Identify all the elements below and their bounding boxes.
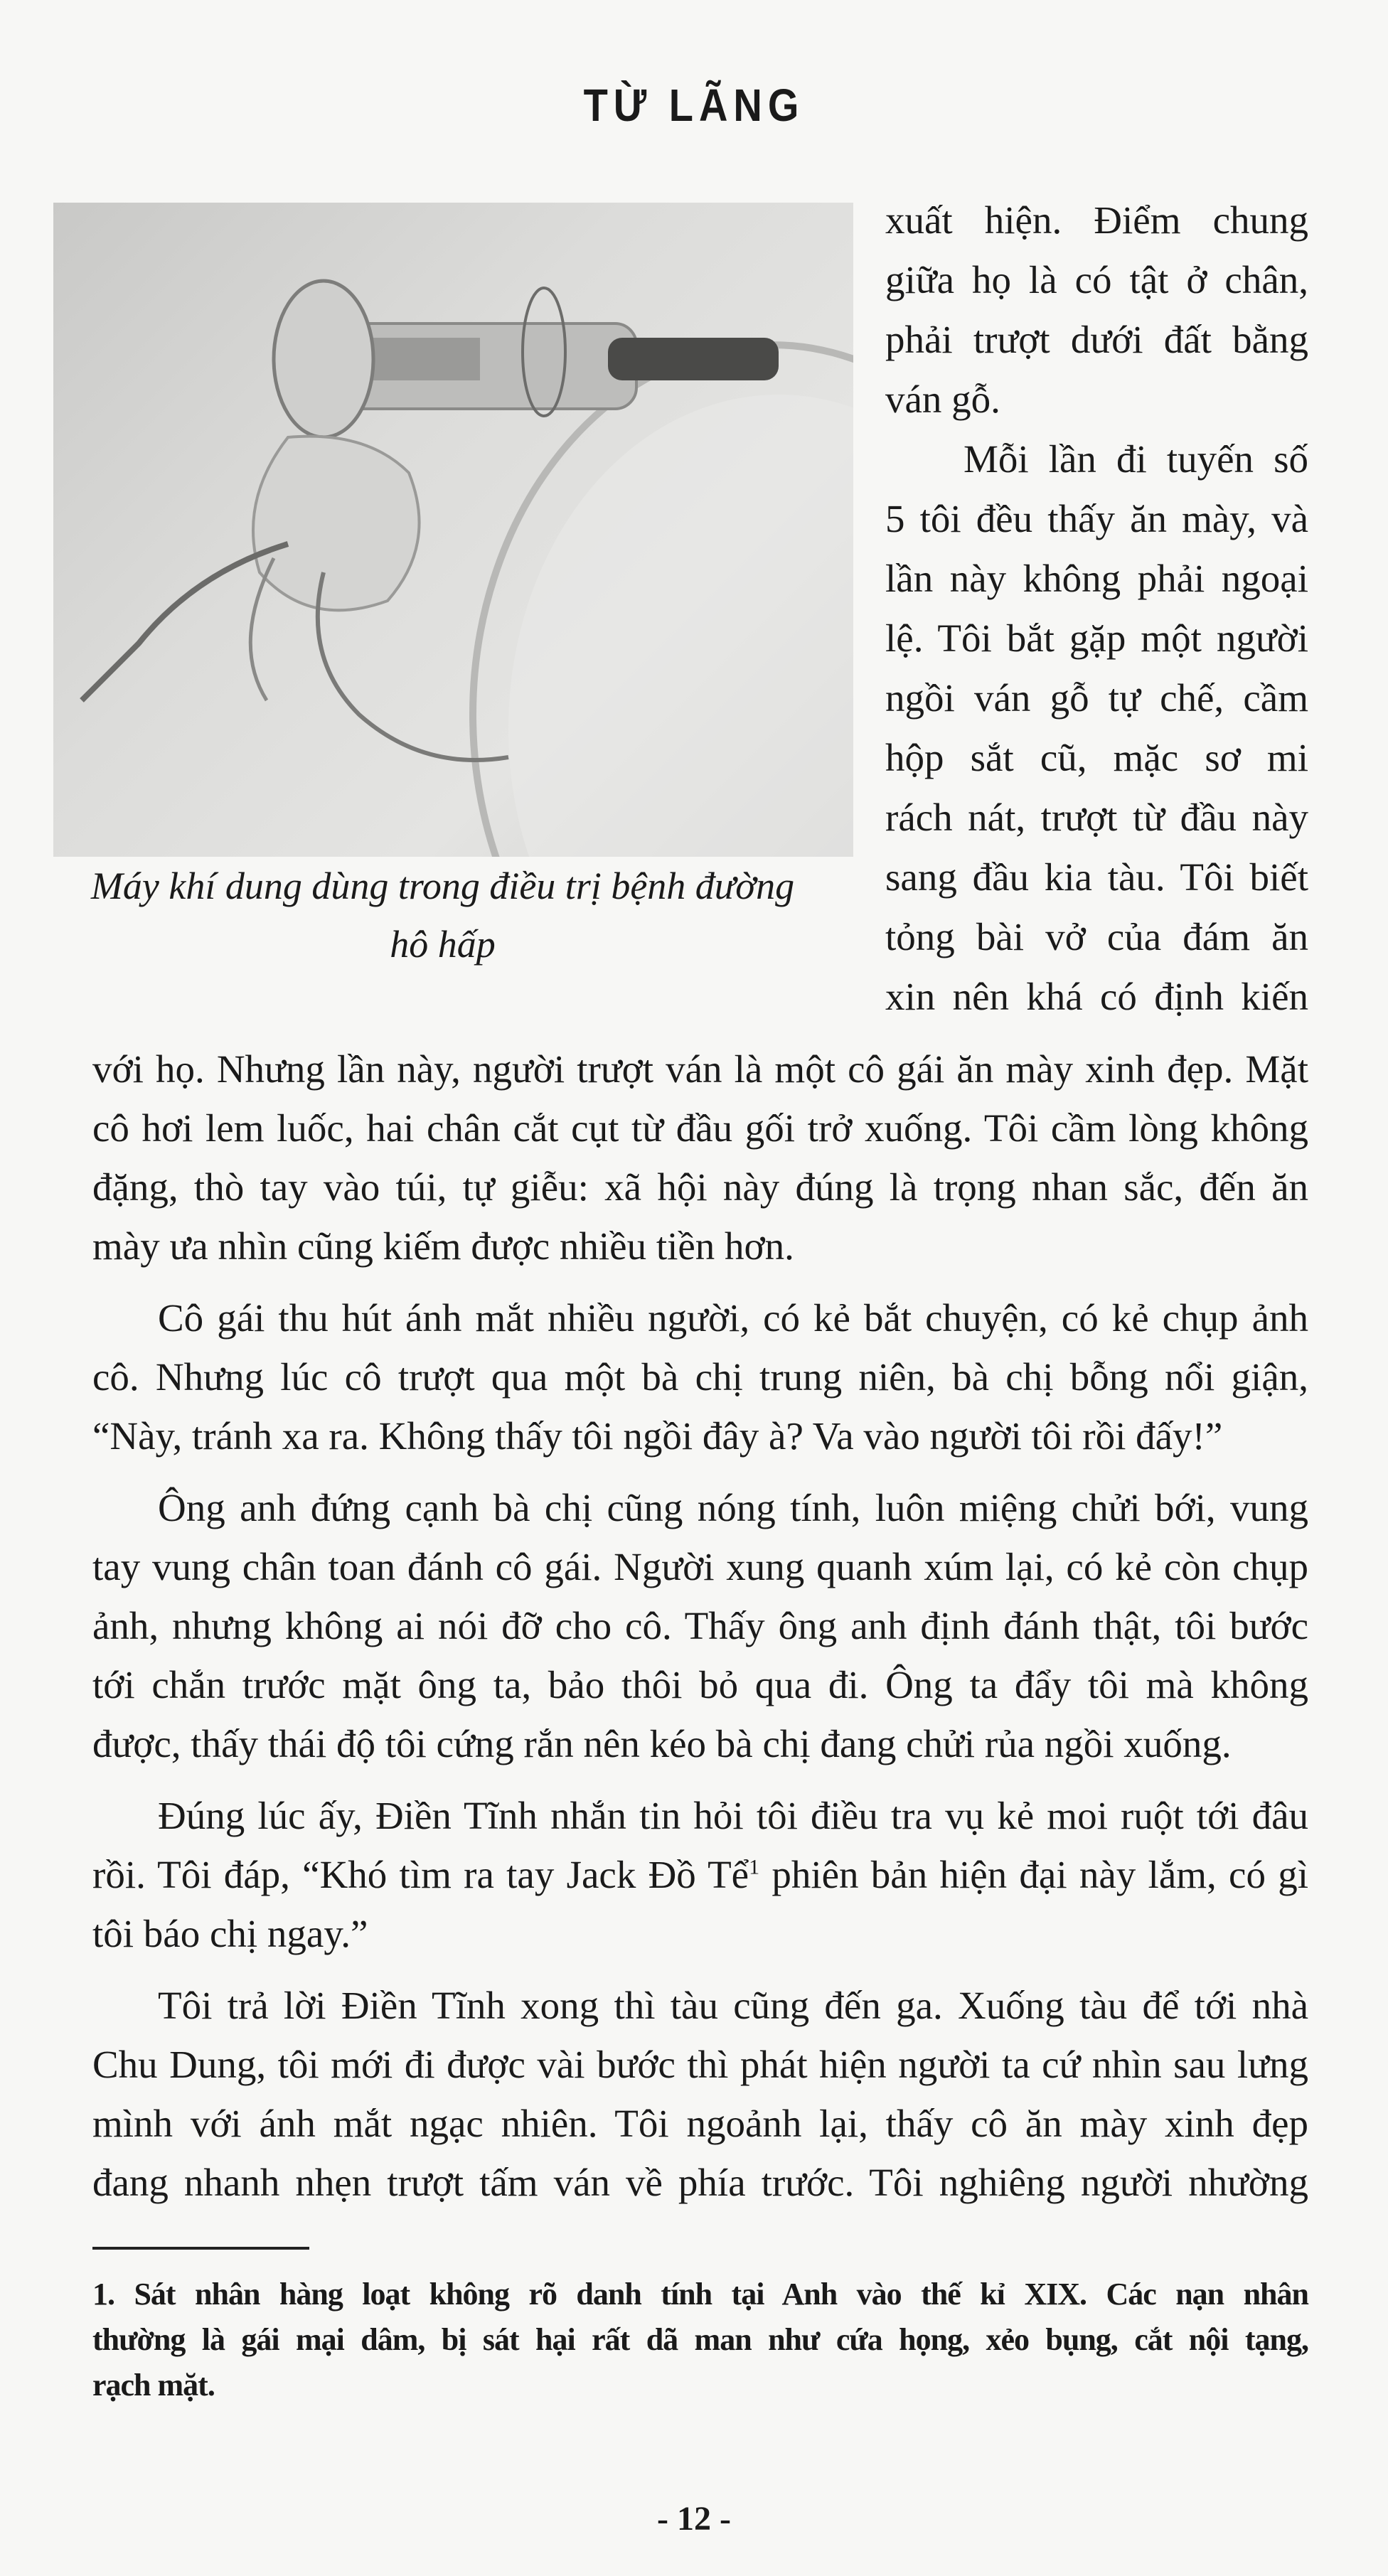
text-line: giữa họ là có tật ở chân, xyxy=(885,258,1308,301)
text-line: Cô gái thu hút ánh mắt nhiều người, có kẻ bắt chuyện, có kẻ chụp ảnh xyxy=(158,1296,1308,1340)
paragraph xyxy=(92,1976,1308,2212)
page-number: - 12 - xyxy=(657,2500,731,2538)
text-line: lệ. Tôi bắt gặp một người xyxy=(885,616,1308,660)
text-line: tỏng bài vở của đám ăn xyxy=(885,915,1308,958)
text-segment: phiên bản hiện đại này lắm, có gì xyxy=(759,1853,1308,1896)
text-line: xuất hiện. Điểm chung xyxy=(885,198,1308,242)
paragraph xyxy=(92,1786,1308,1963)
text-line: phải trượt dưới đất bằng xyxy=(885,318,1308,361)
text-line: Ông anh đứng cạnh bà chị cũng nóng tính, luôn miệng chửi bới, vung xyxy=(158,1486,1308,1529)
running-header: TỪ LÃNG xyxy=(583,79,805,131)
footnote-reference[interactable]: 1 xyxy=(749,1855,760,1879)
text-line: tay vung chân toan đánh cô gái. Người xung quanh xúm lại, có kẻ còn chụp xyxy=(92,1545,1308,1588)
paragraph xyxy=(885,191,1308,429)
text-line: xin nên khá có định kiến xyxy=(885,975,1308,1018)
text-line: mình với ánh mắt ngạc nhiên. Tôi ngoảnh lại, thấy cô ăn mày xinh đẹp xyxy=(92,2102,1308,2145)
footnote xyxy=(92,2272,1308,2408)
right-column-text xyxy=(885,191,1308,1027)
nebulizer-illustration xyxy=(53,203,853,857)
text-line: với họ. Nhưng lần này, người trượt ván là một cô gái ăn mày xinh đẹp. Mặt xyxy=(92,1047,1308,1091)
text-line: sang đầu kia tàu. Tôi biết xyxy=(885,855,1308,899)
footnote-divider xyxy=(92,2247,309,2250)
text-line: rách nát, trượt từ đầu này xyxy=(885,796,1308,839)
text-line: đang nhanh nhẹn trượt tấm ván về phía trước. Tôi nghiêng người nhường xyxy=(92,2161,1308,2204)
text-line: ngồi ván gỗ tự chế, cầm xyxy=(885,676,1308,720)
footnote-line: rạch mặt. xyxy=(92,2368,215,2403)
caption-line: Máy khí dung dùng trong điều trị bệnh đường xyxy=(90,865,795,907)
text-line: được, thấy thái độ tôi cứng rắn nên kéo bà chị đang chửi rủa ngồi xuống. xyxy=(92,1722,1232,1765)
text-line xyxy=(92,1845,1308,1904)
text-segment: rồi. Tôi đáp, “Khó tìm ra tay Jack Đồ Tể xyxy=(92,1853,749,1896)
text-line: Mỗi lần đi tuyến số xyxy=(963,437,1308,481)
text-line: Tôi trả lời Điền Tĩnh xong thì tàu cũng đến ga. Xuống tàu để tới nhà xyxy=(158,1984,1308,2027)
text-line: Chu Dung, tôi mới đi được vài bước thì phát hiện người ta cứ nhìn sau lưng xyxy=(92,2043,1308,2086)
paragraph xyxy=(92,1478,1308,1773)
text-line: mày ưa nhìn cũng kiếm được nhiều tiền hơn. xyxy=(92,1224,794,1268)
text-line: Đúng lúc ấy, Điền Tĩnh nhắn tin hỏi tôi điều tra vụ kẻ moi ruột tới đâu xyxy=(158,1794,1308,1837)
text-line: lần này không phải ngoại xyxy=(885,557,1308,600)
figure-caption xyxy=(43,857,843,973)
text-line: tới chắn trước mặt ông ta, bảo thôi bỏ qua đi. Ông ta đẩy tôi mà không xyxy=(92,1663,1308,1706)
text-line: ảnh, nhưng không ai nói đỡ cho cô. Thấy ông anh định đánh thật, tôi bước xyxy=(92,1604,1308,1647)
text-line: 5 tôi đều thấy ăn mày, và xyxy=(885,497,1308,540)
body-text xyxy=(92,1040,1308,2212)
text-line: hộp sắt cũ, mặc sơ mi xyxy=(885,736,1308,779)
text-line: cô. Nhưng lúc cô trượt qua một bà chị trung niên, bà chị bỗng nổi giận, xyxy=(92,1355,1308,1399)
footnote-line: 1. Sát nhân hàng loạt không rõ danh tính tại Anh vào thế kỉ XIX. Các nạn nhân xyxy=(92,2277,1308,2312)
text-line: tôi báo chị ngay.” xyxy=(92,1912,368,1955)
caption-line: hô hấp xyxy=(390,923,496,966)
paragraph xyxy=(92,1288,1308,1465)
text-line: cô hơi lem luốc, hai chân cắt cụt từ đầu gối trở xuống. Tôi cầm lòng không xyxy=(92,1106,1308,1150)
paragraph xyxy=(92,1040,1308,1276)
footnote-line: thường là gái mại dâm, bị sát hại rất dã man như cứa họng, xẻo bụng, cắt nội tạng, xyxy=(92,2322,1308,2357)
text-line: “Này, tránh xa ra. Không thấy tôi ngồi đây à? Va vào người tôi rồi đấy!” xyxy=(92,1414,1223,1458)
text-line: ván gỗ. xyxy=(885,378,1000,421)
text-line: đặng, thò tay vào túi, tự giễu: xã hội này đúng là trọng nhan sắc, đến ăn xyxy=(92,1165,1308,1209)
paragraph xyxy=(885,429,1308,1027)
nebulizer-photo xyxy=(53,203,853,857)
